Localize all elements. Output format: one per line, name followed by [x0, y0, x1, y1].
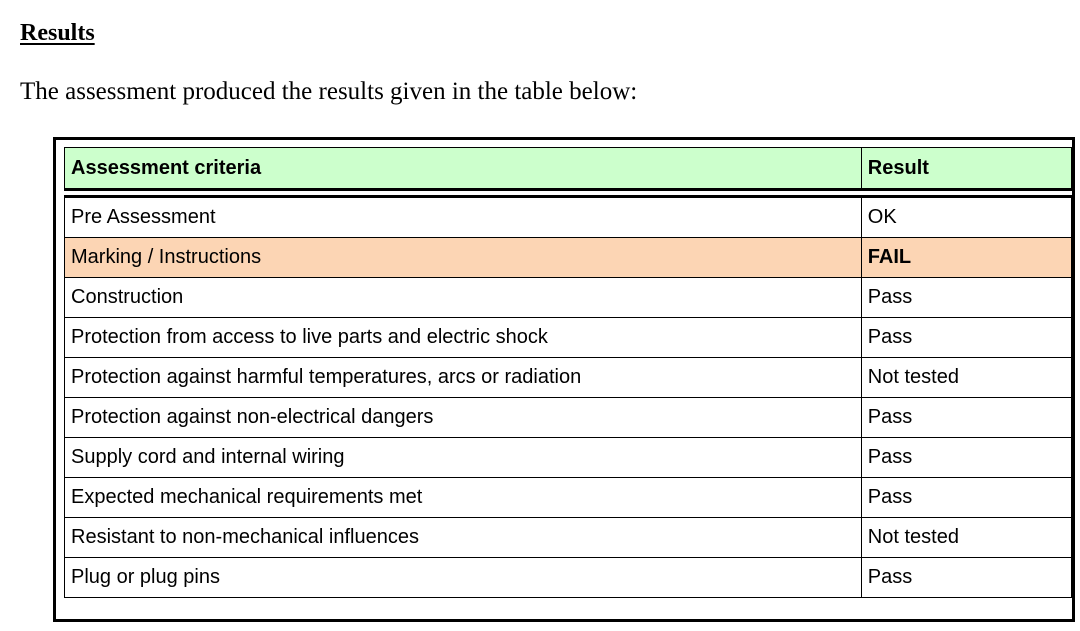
criteria-cell: Protection against harmful temperatures, arcs or radiation	[65, 358, 862, 398]
header-assessment-criteria: Assessment criteria	[65, 148, 862, 190]
result-cell: Not tested	[861, 358, 1071, 398]
table-row	[65, 518, 1072, 558]
table-row	[65, 438, 1072, 478]
header-result: Result	[861, 148, 1071, 190]
result-cell: Pass	[861, 438, 1071, 478]
criteria-cell: Protection against non-electrical dangers	[65, 398, 862, 438]
intro-paragraph: The assessment produced the results given in the table below:	[20, 78, 638, 105]
section-heading: Results	[20, 20, 95, 46]
header-spacer	[65, 190, 1072, 197]
table-row	[65, 558, 1072, 598]
table-row	[65, 197, 1072, 238]
result-cell: Pass	[861, 278, 1071, 318]
table-row	[65, 278, 1072, 318]
table-header-row	[65, 148, 1072, 190]
table-row	[65, 478, 1072, 518]
criteria-cell: Pre Assessment	[65, 197, 862, 238]
criteria-cell: Expected mechanical requirements met	[65, 478, 862, 518]
result-cell: Not tested	[861, 518, 1071, 558]
table-row	[65, 398, 1072, 438]
result-cell: Pass	[861, 478, 1071, 518]
criteria-cell: Construction	[65, 278, 862, 318]
results-table	[64, 147, 1072, 598]
result-cell-fail: FAIL	[861, 238, 1071, 278]
result-cell: Pass	[861, 318, 1071, 358]
result-cell: Pass	[861, 558, 1071, 598]
table-row	[65, 318, 1072, 358]
result-cell: Pass	[861, 398, 1071, 438]
criteria-cell: Protection from access to live parts and electric shock	[65, 318, 862, 358]
criteria-cell: Supply cord and internal wiring	[65, 438, 862, 478]
table-row	[65, 358, 1072, 398]
criteria-cell: Resistant to non-mechanical influences	[65, 518, 862, 558]
table-row-highlighted	[65, 238, 1072, 278]
criteria-cell: Plug or plug pins	[65, 558, 862, 598]
results-table-frame	[53, 137, 1075, 622]
criteria-cell: Marking / Instructions	[65, 238, 862, 278]
result-cell: OK	[861, 197, 1071, 238]
